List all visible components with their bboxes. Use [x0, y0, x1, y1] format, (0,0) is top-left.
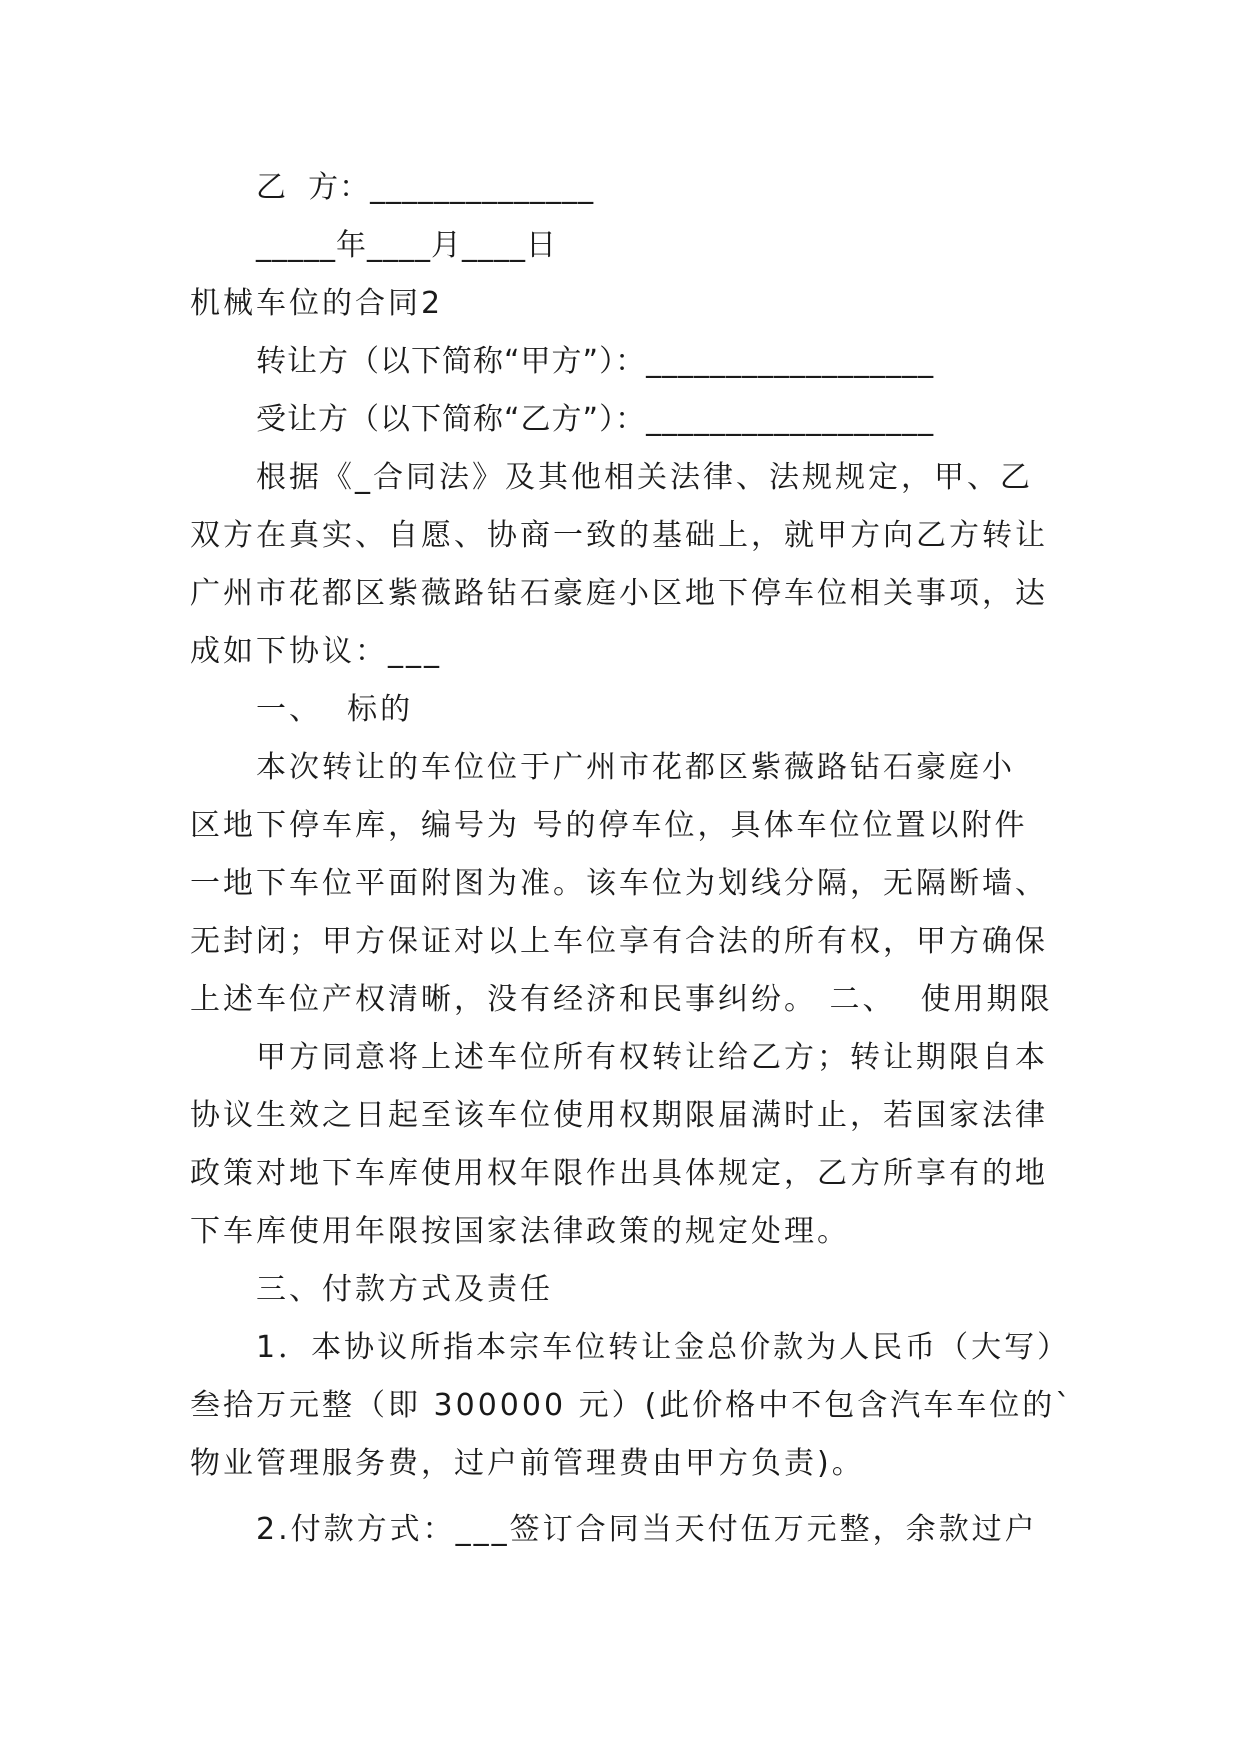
section-1-line: 本次转让的车位位于广州市花都区紫薇路钻石豪庭小: [256, 750, 1015, 785]
intro-line: 广州市花都区紫薇路钻石豪庭小区地下停车位相关事项，达: [190, 576, 1048, 611]
intro-line: 双方在真实、自愿、协商一致的基础上，就甲方向乙方转让: [190, 518, 1048, 553]
date-line: _____年____月____日: [256, 228, 557, 263]
section-3-item-1-line: 1．本协议所指本宗车位转让金总价款为人民币（大写）: [256, 1330, 1071, 1365]
party-b-signature-line: 乙 方：______________: [256, 170, 595, 205]
section-1-line: 无封闭；甲方保证对以上车位享有合法的所有权，甲方确保: [190, 924, 1048, 959]
section-3-title: 三、付款方式及责任: [256, 1272, 553, 1307]
section-2-line: 下车库使用年限按国家法律政策的规定处理。: [190, 1214, 850, 1249]
transferor-line: 转让方（以下简称“甲方”）：__________________: [256, 344, 935, 379]
section-1-line: 一地下车位平面附图为准。该车位为划线分隔，无隔断墙、: [190, 866, 1048, 901]
section-2-line: 甲方同意将上述车位所有权转让给乙方；转让期限自本: [256, 1040, 1048, 1075]
intro-line: 成如下协议：___: [190, 634, 442, 669]
intro-line: 根据《_合同法》及其他相关法律、法规规定，甲、乙: [256, 460, 1033, 495]
section-2-line: 政策对地下车库使用权年限作出具体规定，乙方所享有的地: [190, 1156, 1048, 1191]
transferee-line: 受让方（以下简称“乙方”）：__________________: [256, 402, 935, 437]
section-1-line: 上述车位产权清晰，没有经济和民事纠纷。 二、 使用期限: [190, 982, 1053, 1017]
section-1-title: 一、 标的: [256, 692, 414, 727]
section-3-item-2-line: 2.付款方式：___签订合同当天付伍万元整，余款过户: [256, 1512, 1038, 1547]
section-1-line: 区地下停车库，编号为 号的停车位，具体车位位置以附件: [190, 808, 1028, 843]
contract-heading: 机械车位的合同2: [190, 286, 444, 321]
section-3-item-1-line: 叁拾万元整（即 300000 元）(此价格中不包含汽车车位的`: [190, 1388, 1074, 1423]
section-3-item-1-line: 物业管理服务费，过户前管理费由甲方负责)。: [190, 1446, 865, 1481]
section-2-line: 协议生效之日起至该车位使用权期限届满时止，若国家法律: [190, 1098, 1048, 1133]
